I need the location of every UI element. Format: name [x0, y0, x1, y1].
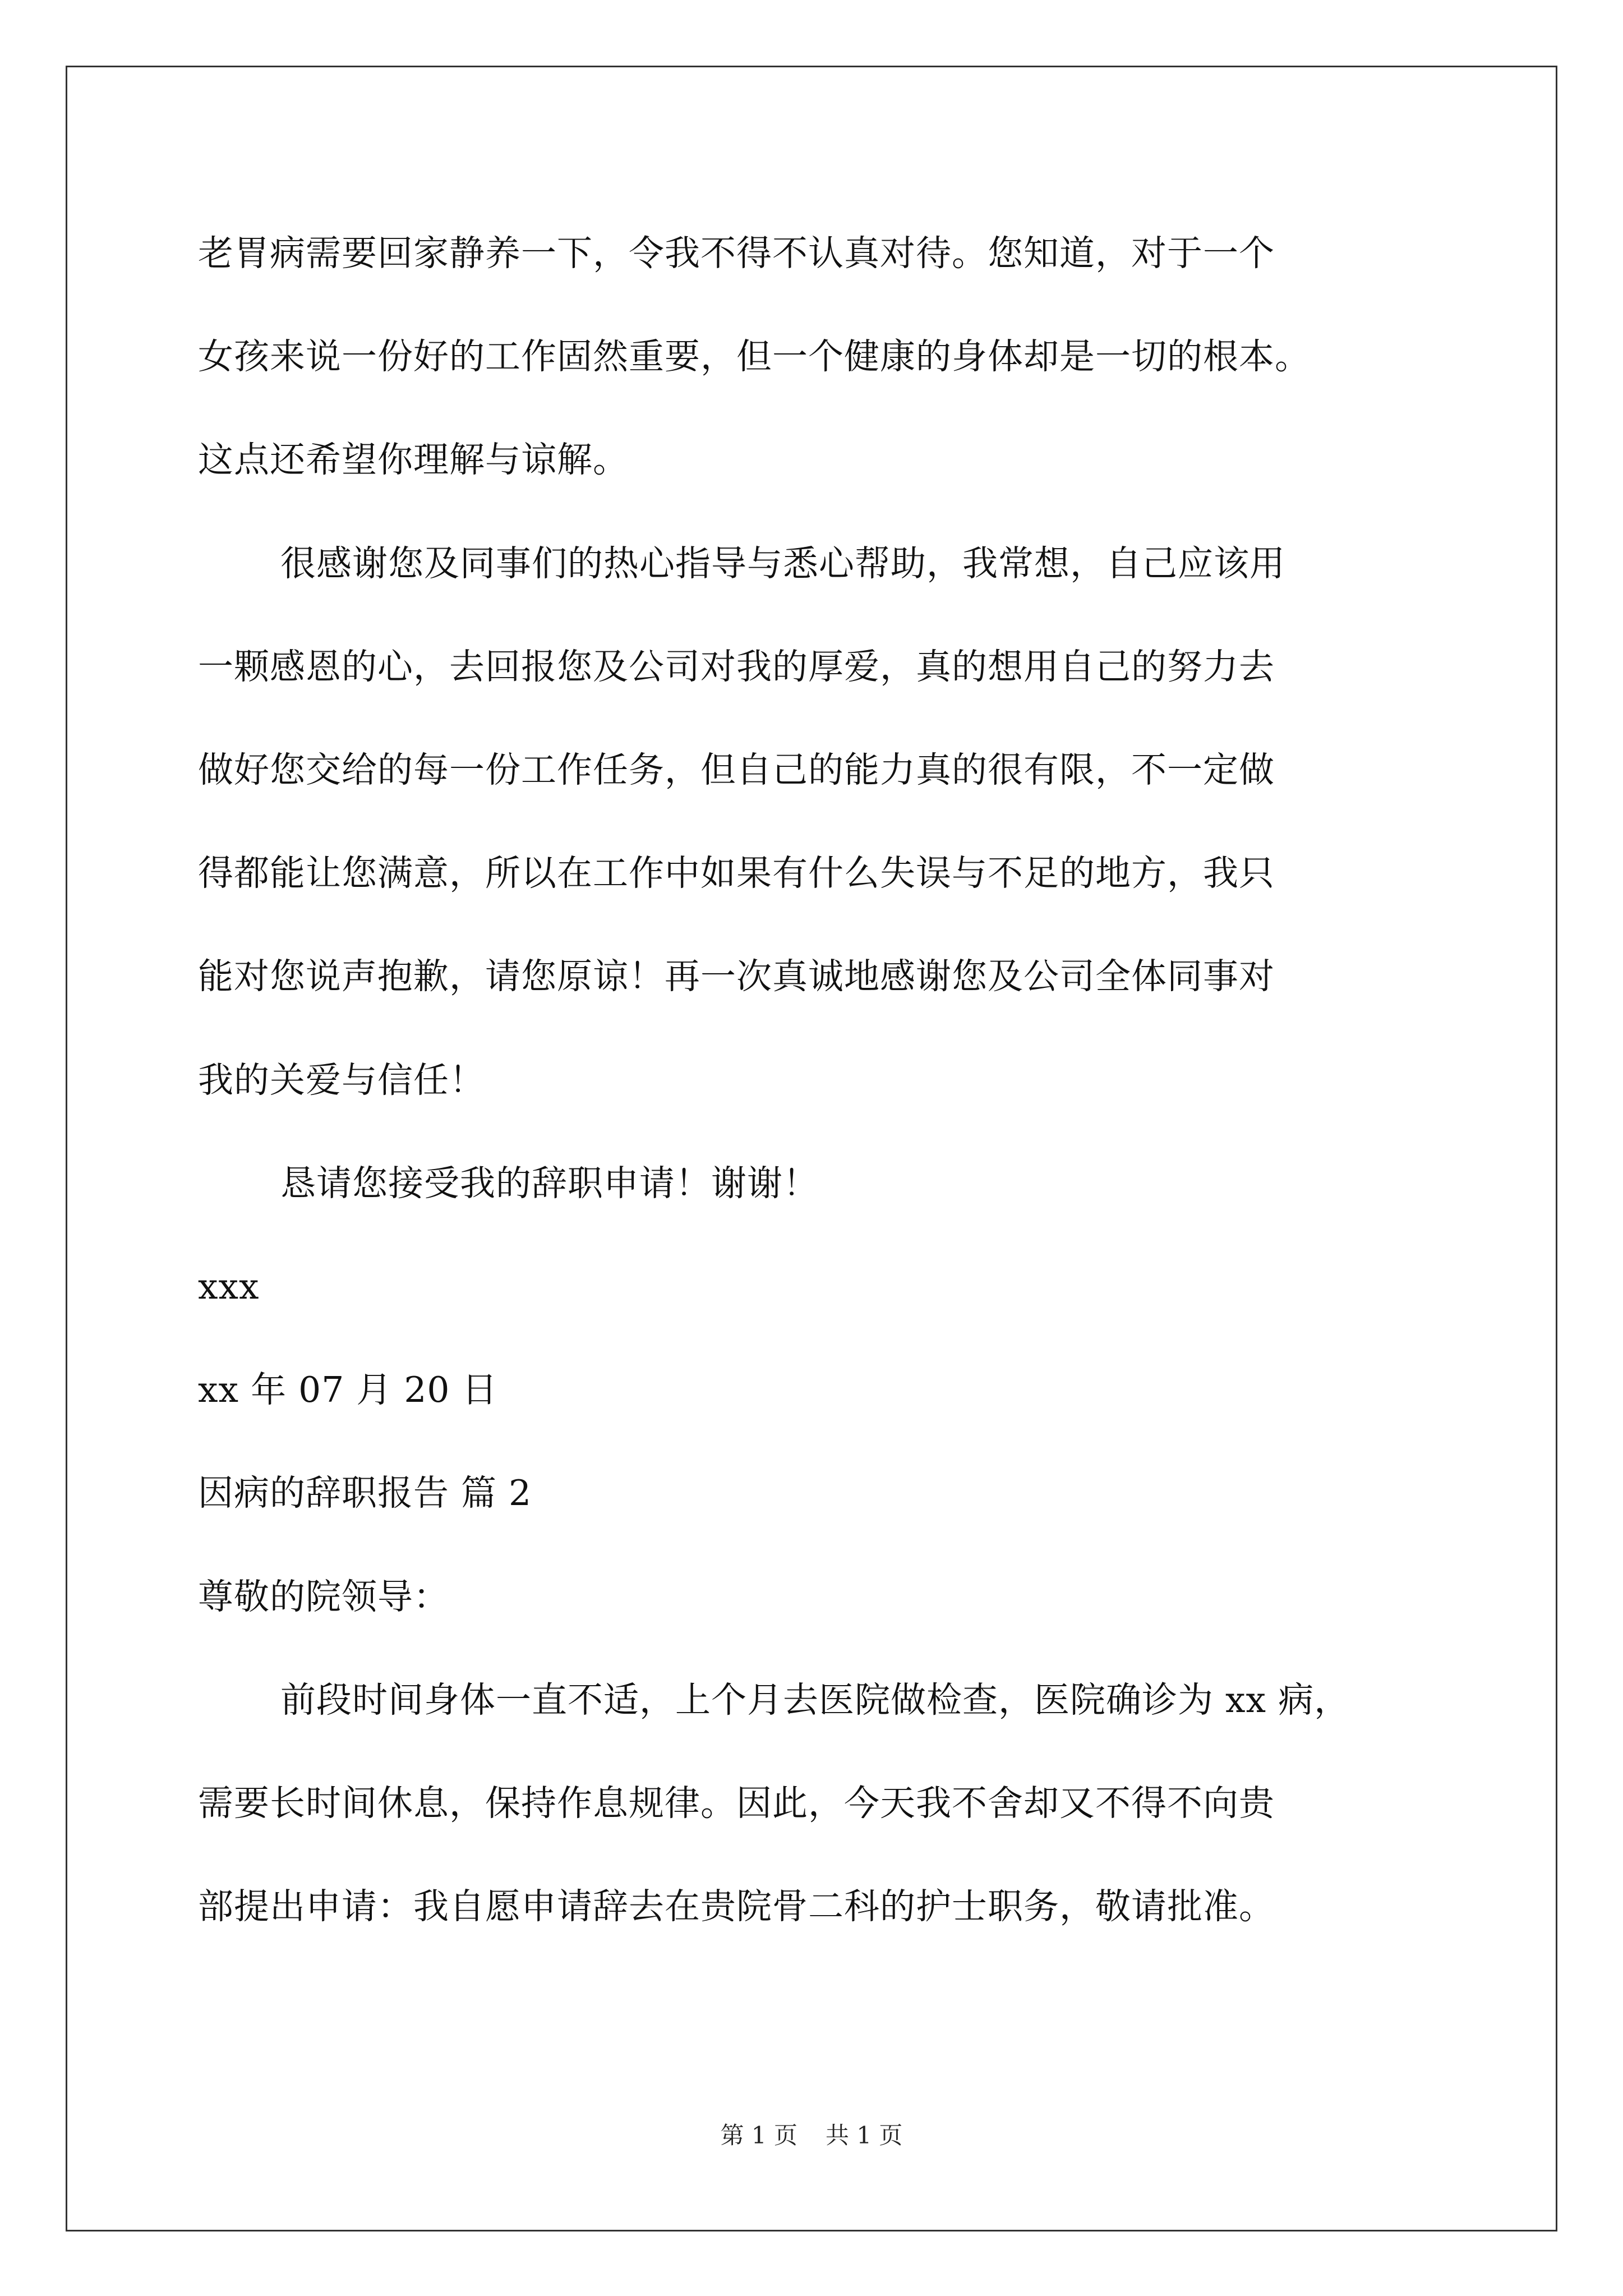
page-footer — [0, 2122, 1623, 2150]
body-line: 部提出申请：我自愿申请辞去在贵院骨二科的护士职务，敬请批准。 — [198, 1886, 1275, 1927]
page-number: 第 1 页 — [720, 2122, 797, 2149]
body-line: 老胃病需要回家静养一下，令我不得不认真对待。您知道，对于一个 — [198, 233, 1275, 274]
paragraph-start-line: 很感谢您及同事们的热心指导与悉心帮助，我常想，自己应该用 — [280, 543, 1285, 584]
page-total: 共 1 页 — [826, 2122, 903, 2149]
signature-name: xxx — [198, 1266, 260, 1307]
body-line: 我的关爱与信任！ — [198, 1060, 485, 1101]
body-line: 做好您交给的每一份工作任务，但自己的能力真的很有限，不一定做 — [198, 749, 1275, 790]
body-line: 一颗感恩的心，去回报您及公司对我的厚爱，真的想用自己的努力去 — [198, 646, 1275, 687]
body-line: 能对您说声抱歉，请您原谅！再一次真诚地感谢您及公司全体同事对 — [198, 956, 1275, 997]
signature-date: xx 年 07 月 20 日 — [198, 1369, 498, 1410]
body-line: 这点还希望你理解与谅解。 — [198, 439, 629, 480]
salutation: 尊敬的院领导： — [198, 1576, 449, 1617]
closing-request-line: 恳请您接受我的辞职申请！谢谢！ — [280, 1163, 819, 1204]
body-line: 得都能让您满意，所以在工作中如果有什么失误与不足的地方，我只 — [198, 853, 1275, 894]
section-heading: 因病的辞职报告 篇 2 — [198, 1473, 532, 1513]
body-line: 需要长时间休息，保持作息规律。因此，今天我不舍却又不得不向贵 — [198, 1783, 1275, 1824]
paragraph-start-line: 前段时间身体一直不适，上个月去医院做检查，医院确诊为 xx 病， — [280, 1680, 1350, 1720]
body-line: 女孩来说一份好的工作固然重要，但一个健康的身体却是一切的根本。 — [198, 336, 1311, 377]
